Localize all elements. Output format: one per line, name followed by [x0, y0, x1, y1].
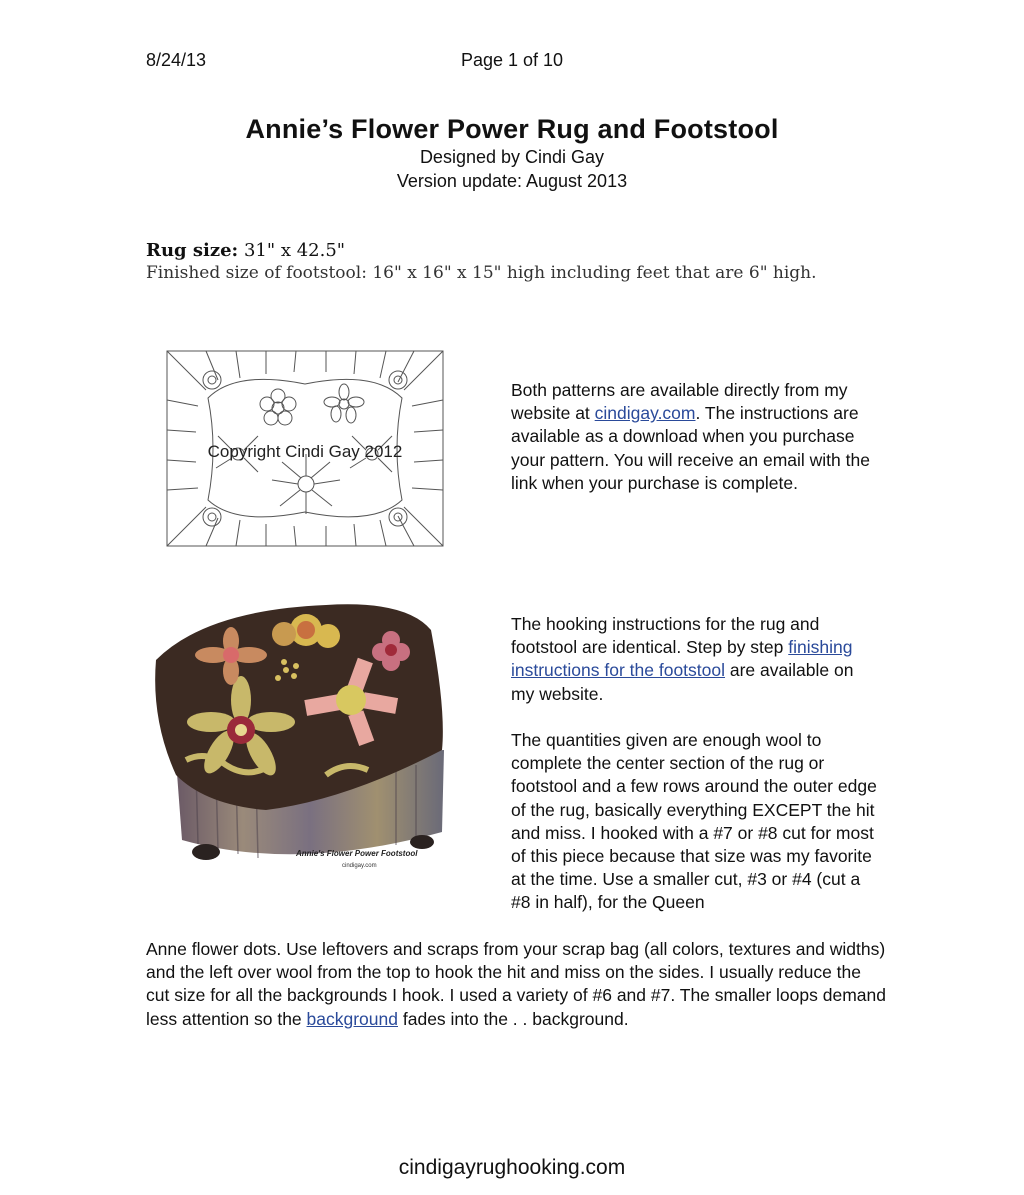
- finishing-instructions-link[interactable]: finishing instructions for the footstool: [511, 637, 853, 681]
- copyright-watermark: Copyright Cindi Gay 2012: [207, 442, 403, 461]
- footstool-caption: Annie's Flower Power Footstool: [296, 849, 418, 858]
- para3-text: Anne flower dots. Use leftovers and scraps from your scrap bag (all colors, textures and widths) and the left over wool from the top to hook the hit and miss on the sides. I usually reduce the cut size for all the backgrounds I hook. I used a variety of #6 and #7. The smaller loops demand less attention so the: [146, 939, 886, 1029]
- para2-text-after: are available on my website.: [511, 660, 854, 704]
- para3-text-after: fades into the . . background.: [398, 1008, 629, 1029]
- rug-size: [146, 240, 345, 261]
- footstool-size: Finished size of footstool: 16" x 16" x 15" high including feet that are 6" high.: [146, 263, 817, 283]
- page-number: Page 1 of 10: [460, 50, 564, 70]
- rug-size-label: Rug size:: [146, 240, 239, 261]
- para1-text-after: . The instructions are available as a download when you purchase your pattern. You will receive an email with the link when your purchase is complete.: [511, 403, 870, 493]
- designer-line: Designed by Cindi Gay: [419, 147, 605, 167]
- document-date: 8/24/13: [146, 50, 207, 70]
- version-line: Version update: August 2013: [396, 171, 628, 191]
- footstool-illustration: [146, 600, 446, 880]
- background-link[interactable]: background: [306, 1008, 398, 1029]
- footer-website: cindigayrughooking.com: [398, 1156, 626, 1179]
- footstool-subcaption: cindigay.com: [342, 863, 377, 869]
- para2-text-before: The hooking instructions for the rug and footstool are identical. Step by step: [511, 614, 820, 658]
- paragraph-quantities-part2: [146, 938, 886, 1031]
- rug-pattern-image: [166, 350, 444, 547]
- footstool-photo: [146, 600, 446, 880]
- paragraph-instructions: [511, 613, 881, 706]
- para1-text-before: Both patterns are available directly from my website at: [511, 380, 848, 424]
- paragraph-quantities-part1: The quantities given are enough wool to complete the center section of the rug or footstool and a few rows around the outer edge of the rug, basically everything EXCEPT the hit and miss. I hooked with a #7 or #8 cut for most of this piece because that size was my favorite at the time. Use a smaller cut, #3 or #4 (cut a #8 in half), for the Queen: [511, 730, 877, 913]
- cindigay-link[interactable]: cindigay.com: [594, 403, 696, 424]
- rug-size-value: 31" x 42.5": [243, 240, 346, 261]
- paragraph-availability: [511, 379, 881, 495]
- document-title: Annie’s Flower Power Rug and Footstool: [245, 114, 779, 144]
